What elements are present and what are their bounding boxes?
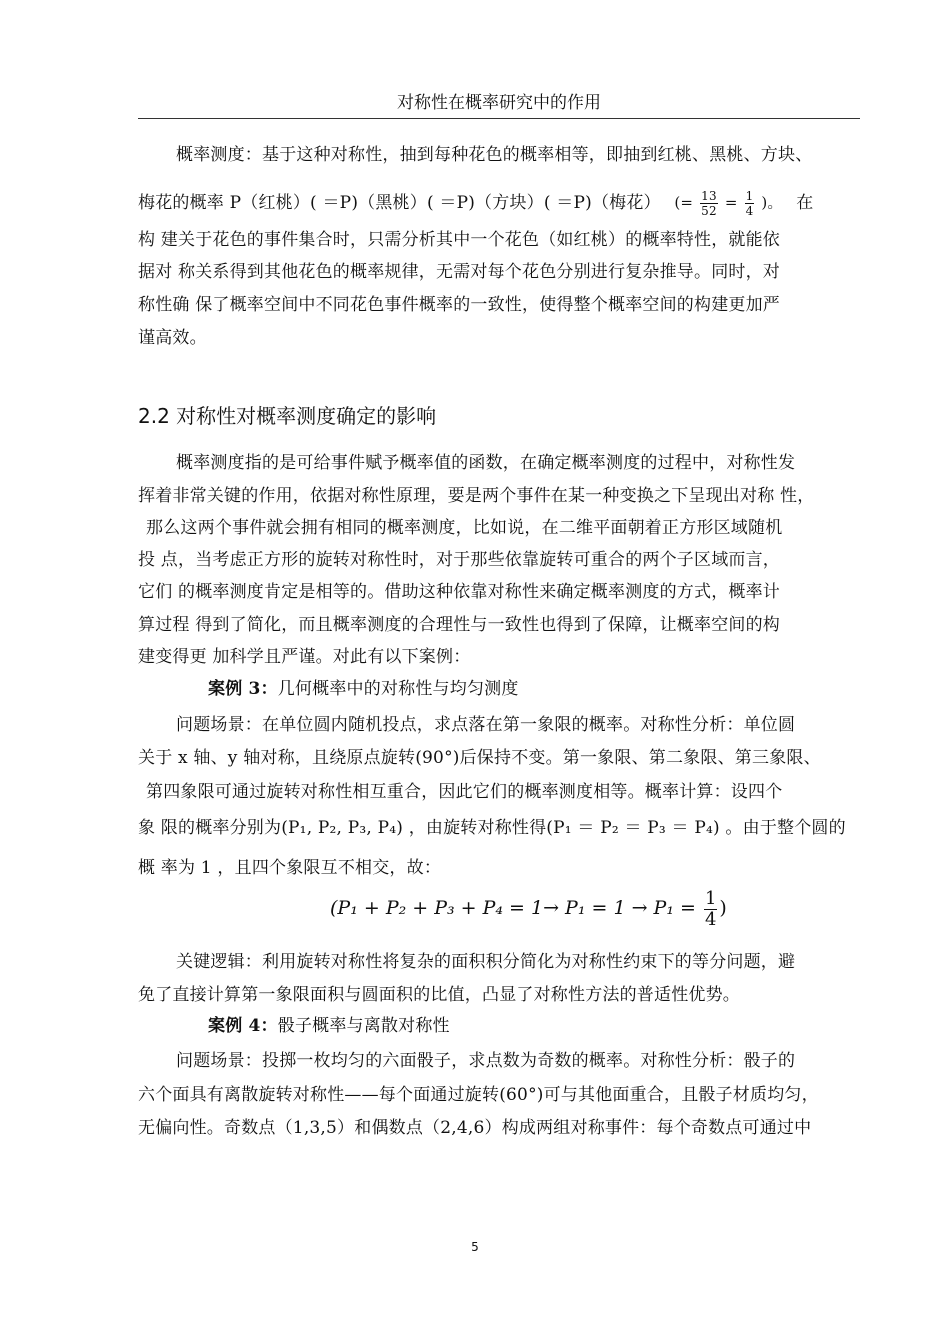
para2-line: 算过程 得到了简化，而且概率测度的合理性与一致性也得到了保障，让概率空间的构 (138, 615, 781, 635)
para1-line6: 谨高效。 (138, 328, 207, 348)
case4-label: 案例 4： (208, 1016, 278, 1036)
para2-line: 建变得更 加科学且严谨。对此有以下案例： (138, 647, 471, 667)
para1-line5: 称性确 保了概率空间中不同花色事件概率的一致性，使得整个概率空间的构建更加严 (138, 295, 781, 315)
para1-line3: 构 建关于花色的事件集合时，只需分析其中一个花色（如红桃）的概率特性，就能依 (138, 230, 781, 250)
case3-key-line: 关键逻辑：利用旋转对称性将复杂的面积积分简化为对称性约束下的等分问题，避 (176, 952, 796, 972)
case3-line: 关于 x 轴、y 轴对称，且绕原点旋转(90°)后保持不变。第一象限、第二象限、第三象限、 (138, 748, 821, 768)
fraction-1-4-display: $\frac{1}{4}$ (704, 887, 717, 930)
inline-fraction-formula: (= $\frac{13}{52}$ = $\frac{1}{4}$ )。 (674, 189, 783, 218)
display-equation: (P₁ + P₂ + P₃ + P₄ = 1→ P₁ = 1 → P₁ = $\frac{1}{4}$ ) (330, 887, 727, 930)
case4-title: 案例 4：骰子概率与离散对称性 (208, 1016, 450, 1036)
case3-line: 概 率为 1 ，且四个象限互不相交，故： (138, 858, 442, 878)
case4-line: 六个面具有离散旋转对称性——每个面通过旋转(60°)可与其他面重合，且骰子材质均匀， (138, 1085, 819, 1105)
para1-line4: 据对 称关系得到其他花色的概率规律，无需对每个花色分别进行复杂推导。同时，对 (138, 262, 781, 282)
case3-line: 问题场景：在单位圆内随机投点，求点落在第一象限的概率。对称性分析：单位圆 (176, 715, 796, 735)
para2-line: 挥着非常关键的作用，依据对称性原理，要是两个事件在某一种变换之下呈现出对称 性， (138, 486, 815, 506)
para2-line: 那么这两个事件就会拥有相同的概率测度，比如说，在二维平面朝着正方形区域随机 (146, 518, 783, 538)
fraction-1-4: $\frac{1}{4}$ (745, 189, 754, 218)
para1-line1: 概率测度：基于这种对称性，抽到每种花色的概率相等，即抽到红桃、黑桃、方块、 (176, 145, 813, 165)
case3-line: 第四象限可通过旋转对称性相互重合，因此它们的概率测度相等。概率计算：设四个 (146, 782, 783, 802)
page-number: 5 (471, 1240, 479, 1254)
case4-line: 问题场景：投掷一枚均匀的六面骰子，求点数为奇数的概率。对称性分析：骰子的 (176, 1051, 796, 1071)
para2-line: 它们 的概率测度肯定是相等的。借助这种依靠对称性来确定概率测度的方式，概率计 (138, 582, 781, 602)
case3-key-line: 免了直接计算第一象限面积与圆面积的比值，凸显了对称性方法的普适性优势。 (138, 985, 740, 1005)
para1-line2-text: 梅花的概率 P（红桃）( ＝P)（黑桃）( ＝P)（方块）( ＝P)（梅花） (138, 193, 661, 213)
running-header: 对称性在概率研究中的作用 (397, 93, 601, 113)
header-divider (138, 118, 860, 119)
para1-line2: 梅花的概率 P（红桃）( ＝P)（黑桃）( ＝P)（方块）( ＝P)（梅花） (= $\frac{13}{52}$ = $\frac{1}{4}$ )。 在 (138, 189, 814, 218)
case3-label: 案例 3： (208, 679, 278, 699)
case4-line: 无偏向性。奇数点（1,3,5）和偶数点（2,4,6）构成两组对称事件：每个奇数点可通过中 (138, 1118, 812, 1138)
section-heading: 2.2 对称性对概率测度确定的影响 (138, 404, 437, 428)
case3-title: 案例 3：几何概率中的对称性与均匀测度 (208, 679, 519, 699)
fraction-13-52: $\frac{13}{52}$ (701, 189, 717, 218)
case3-line: 象 限的概率分别为(P₁, P₂, P₃, P₄) ，由旋转对称性得(P₁ ＝ P₂ ＝ P₃ ＝ P₄) 。由于整个圆的 (138, 818, 846, 838)
para2-line: 概率测度指的是可给事件赋予概率值的函数，在确定概率测度的过程中，对称性发 (176, 453, 796, 473)
para2-line: 投 点，当考虑正方形的旋转对称性时，对于那些依靠旋转可重合的两个子区域而言， (138, 550, 781, 570)
